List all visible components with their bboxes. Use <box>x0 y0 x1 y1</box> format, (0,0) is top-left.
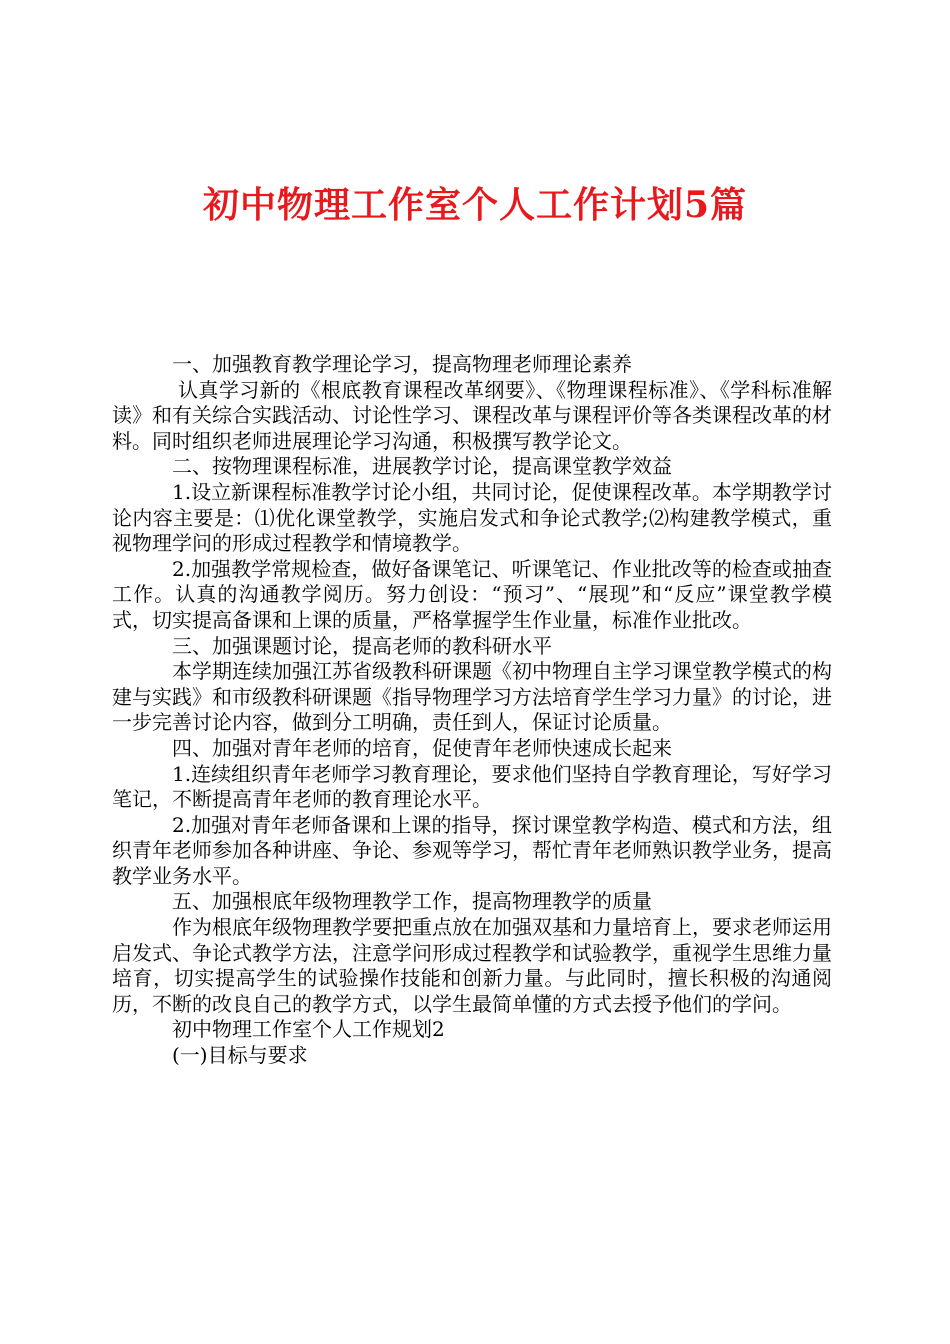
document-body <box>112 352 832 1069</box>
section-heading-3: 三、加强课题讨论，提高老师的教科研水平 <box>172 633 552 658</box>
section-heading-5: 五、加强根底年级物理教学工作，提高物理教学的质量 <box>172 889 652 914</box>
document-title: 初中物理工作室个人工作计划5篇 <box>202 184 748 226</box>
section-heading-4: 四、加强对青年老师的培育，促使青年老师快速成长起来 <box>172 735 672 760</box>
subsection-heading: (一)目标与要求 <box>172 1043 308 1068</box>
paragraph: 2.加强对青年老师备课和上课的指导，探讨课堂教学构造、模式和方法，组织青年老师参加各种讲座、争论、参观等学习，帮忙青年老师熟识教学业务，提高教学业务水平。 <box>112 812 832 888</box>
paragraph: 2.加强教学常规检查，做好备课笔记、听课笔记、作业批改等的检查或抽查工作。认真的沟通教学阅历。努力创设：“预习”、“展现”和“反应”课堂教学模式，切实提高备课和上课的质量，严格掌握学生作业量，标准作业批改。 <box>112 556 832 632</box>
paragraph: 本学期连续加强江苏省级教科研课题《初中物理自主学习课堂教学模式的构建与实践》和市级教科研课题《指导物理学习方法培育学生学习力量》的讨论，进一步完善讨论内容，做到分工明确，责任到人，保证讨论质量。 <box>112 659 832 735</box>
paragraph: 认真学习新的《根底教育课程改革纲要》、《物理课程标准》、《学科标准解读》和有关综合实践活动、讨论性学习、课程改革与课程评价等各类课程改革的材料。同时组织老师进展理论学习沟通，积极撰写教学论文。 <box>112 377 832 453</box>
paragraph: 作为根底年级物理教学要把重点放在加强双基和力量培育上，要求老师运用启发式、争论式教学方法，注意学问形成过程教学和试验教学，重视学生思维力量培育，切实提高学生的试验操作技能和创新力量。与此同时，擅长积极的沟通阅历，不断的改良自己的教学方式，以学生最简单懂的方式去授予他们的学问。 <box>112 915 832 1016</box>
subtitle-plan-2: 初中物理工作室个人工作规划2 <box>172 1017 445 1042</box>
paragraph: 1.设立新课程标准教学讨论小组，共同讨论，促使课程改革。本学期教学讨论内容主要是：⑴优化课堂教学，实施启发式和争论式教学;⑵构建教学模式，重视物理学问的形成过程教学和情境教学。 <box>112 479 832 556</box>
section-heading-2: 二、按物理课程标准，进展教学讨论，提高课堂教学效益 <box>172 454 672 479</box>
paragraph: 1.连续组织青年老师学习教育理论，要求他们坚持自学教育理论，写好学习笔记，不断提高青年老师的教育理论水平。 <box>112 761 832 812</box>
section-heading-1: 一、加强教育教学理论学习，提高物理老师理论素养 <box>172 352 632 376</box>
